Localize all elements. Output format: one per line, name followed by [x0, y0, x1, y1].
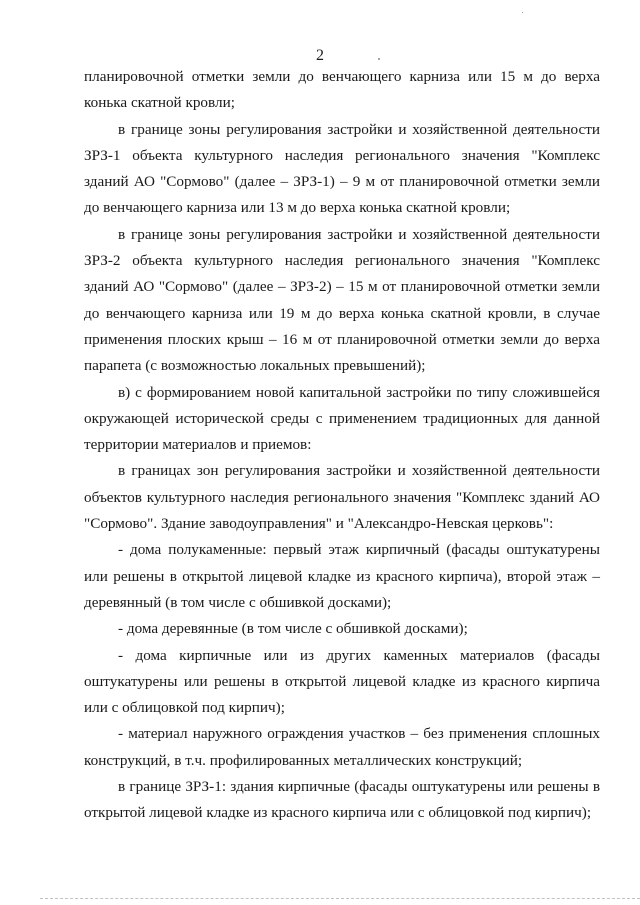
scan-speck	[378, 58, 380, 60]
paragraph-zrz1-buildings: в границе ЗРЗ-1: здания кирпичные (фасады оштукатурены или решены в открытой лицевой кладке из красного кирпича или с облицовкой под кирпич);	[84, 778, 600, 822]
paragraph-continuation: планировочной отметки земли до венчающего карниза или 15 м до верха конька скатной кровли;	[84, 68, 600, 112]
scan-bottom-edge	[40, 898, 640, 901]
paragraph-zrz2: в границе зоны регулирования застройки и хозяйственной деятельности ЗРЗ-2 объекта культурного наследия регионального значения "Комплекс зданий АО "Сормово" (далее – ЗРЗ-2) – 15 м от планировочной отметки земли до венчающего карниза или 19 м до верха конька скатной кровли, в случае применения плоских крыш – 16 м от планировочной отметки земли до верха парапета (с возможностью локальных превышений);	[84, 225, 600, 375]
document-body	[84, 64, 600, 827]
paragraph-zrz1: в границе зоны регулирования застройки и хозяйственной деятельности ЗРЗ-1 объекта культурного наследия регионального значения "Комплекс зданий АО "Сормово" (далее – ЗРЗ-1) – 9 м от планировочной отметки земли до венчающего карниза или 13 м до верха конька скатной кровли;	[84, 120, 600, 217]
paragraph-item-v: в) с формированием новой капитальной застройки по типу сложившейся окружающей исторической среды с применением традиционных для данной территории материалов и приемов:	[84, 383, 600, 454]
list-item-semi-stone-houses: - дома полукаменные: первый этаж кирпичный (фасады оштукатурены или решены в открытой лицевой кладке из красного кирпича), второй этаж – деревянный (в том числе с обшивкой досками);	[84, 541, 600, 611]
list-item-brick-houses: - дома кирпичные или из других каменных материалов (фасады оштукатурены или решены в открытой лицевой кладке из красного кирпича или с облицовкой под кирпич);	[84, 646, 600, 717]
scan-speck	[522, 12, 523, 13]
list-item-wooden-houses: - дома деревянные (в том числе с обшивкой досками);	[118, 620, 468, 638]
paragraph-zones-boundaries: в границах зон регулирования застройки и хозяйственной деятельности объектов культурного наследия регионального значения "Комплекс зданий АО "Сормово". Здание заводоуправления" и "Александро-Невская церковь":	[84, 462, 600, 533]
list-item-fencing-material: - материал наружного ограждения участков – без применения сплошных конструкций, в т.ч. профилированных металлических конструкций;	[84, 725, 600, 769]
page-number: 2	[316, 47, 324, 64]
